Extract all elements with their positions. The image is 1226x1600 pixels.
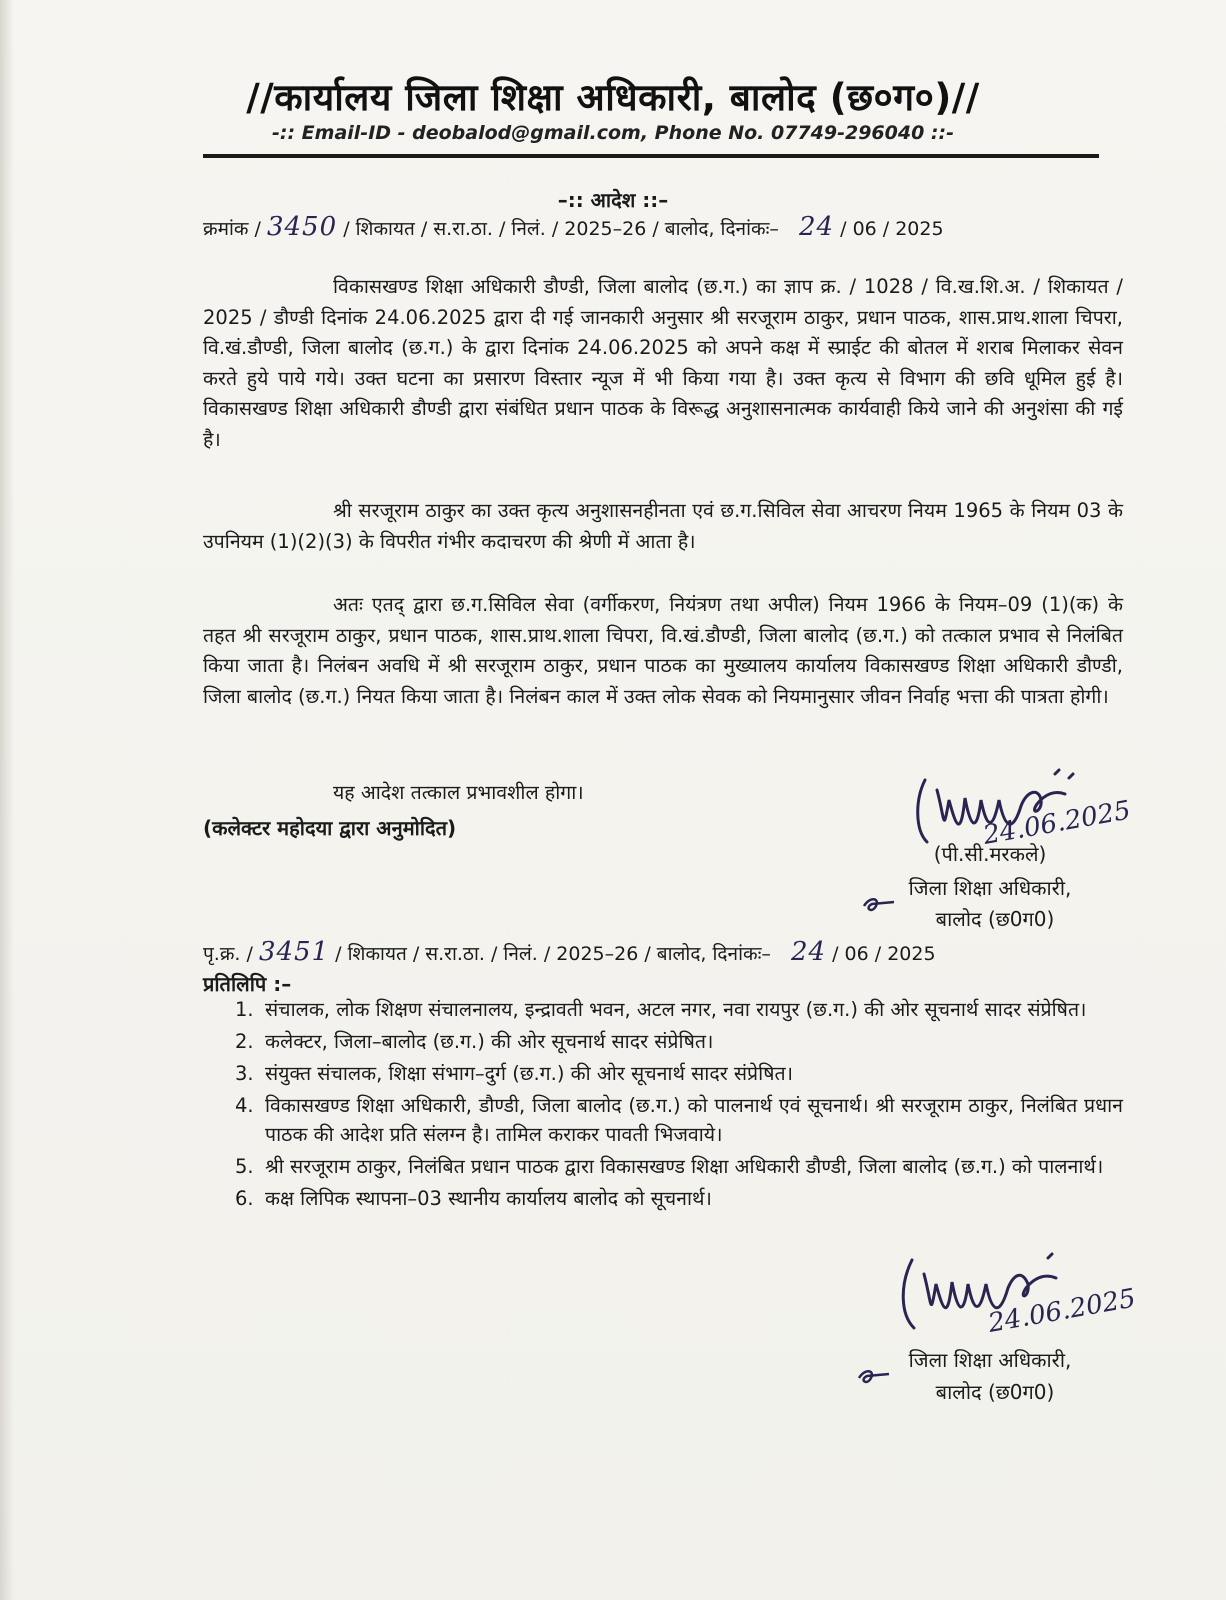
- office-contact: -:: Email-ID - deobalod@gmail.com, Phone No. 07749-296040 ::-: [271, 122, 955, 144]
- endorsement-ref-number: 3451: [258, 937, 330, 967]
- order-ref-number: 3450: [266, 212, 338, 242]
- list-item: 4. विकासखण्ड शिक्षा अधिकारी, डौण्डी, जिला बालोद (छ.ग.) को पालनार्थ एवं सूचनार्थ। श्री सरजूराम ठाकुर, निलंबित प्रधान पाठक की आदेश प्रति संलग्न है। तामिल कराकर पावती भिजवाये।: [235, 1094, 1123, 1146]
- signature-2: [890, 1240, 1170, 1350]
- endorsement-signer-place: बालोद (छ0ग0): [935, 1380, 1055, 1404]
- endorsement-signer-title: जिला शिक्षा अधिकारी,: [908, 1348, 1072, 1372]
- initial-flourish-2: [855, 1364, 895, 1388]
- order-ref-suffix: / शिकायत / स.रा.ठा. / निलं. / 2025–26 / बालोद, दिनांकः–: [343, 218, 779, 240]
- list-item: 2. कलेक्टर, जिला–बालोद (छ.ग.) की ओर सूचनार्थ सादर संप्रेषित।: [235, 1030, 714, 1053]
- list-item: 5. श्री सरजूराम ठाकुर, निलंबित प्रधान पाठक द्वारा विकासखण्ड शिक्षा अधिकारी डौण्डी, जिला बालोद (छ.ग.) को पालनार्थ।: [235, 1155, 1104, 1178]
- initial-flourish-1: [860, 892, 900, 916]
- signer-place: बालोद (छ0ग0): [935, 907, 1055, 931]
- order-paragraph-2: श्री सरजूराम ठाकुर का उक्त कृत्य अनुशासनहीनता एवं छ.ग.सिविल सेवा आचरण नियम 1965 के नियम 03 के उपनियम (1)(2)(3) के विपरीत गंभीर कदाचरण की श्रेणी में आता है।: [203, 499, 1123, 553]
- order-reference-line: [203, 212, 1133, 242]
- order-paragraph-3: अतः एतद् द्वारा छ.ग.सिविल सेवा (वर्गीकरण, नियंत्रण तथा अपील) नियम 1966 के नियम–09 (1)(क) के तहत श्री सरजूराम ठाकुर, प्रधान पाठक, शास.प्राथ.शाला चिपरा, वि.खं.डौण्डी, जिला बालोद (छ.ग.) को तत्काल प्रभाव से निलंबित किया जाता है। निलंबन अवधि में श्री सरजूराम ठाकुर, प्रधान पाठक का मुख्यालय कार्यालय विकासखण्ड शिक्षा अधिकारी डौण्डी, जिला बालोद (छ.ग.) नियत किया जाता है। निलंबन काल में उक्त लोक सेवक को नियमानुसार जीवन निर्वाह भत्ता की पात्रता होगी।: [203, 593, 1123, 708]
- approval-note: (कलेक्टर महोदया द्वारा अनुमोदित): [203, 816, 457, 840]
- copy-to-heading: प्रतिलिपि :–: [203, 972, 292, 996]
- endorsement-ref-suffix: / शिकायत / स.रा.ठा. / निलं. / 2025–26 / बालोद, दिनांकः–: [335, 943, 771, 965]
- endorsement-ref-day: 24: [790, 937, 827, 967]
- copy-to-list: [235, 995, 1123, 1216]
- order-ref-day: 24: [798, 212, 835, 242]
- list-item: 1. संचालक, लोक शिक्षण संचालनालय, इन्द्रावती भवन, अटल नगर, नवा रायपुर (छ.ग.) की ओर सूचनार्थ सादर संप्रेषित।: [235, 998, 1087, 1021]
- endorsement-ref-prefix: पृ.क्र. /: [203, 943, 253, 965]
- signature-2-date: 24.06.2025: [986, 1283, 1138, 1339]
- signer-title: जिला शिक्षा अधिकारी,: [908, 876, 1072, 900]
- signature-1-date: 24.06.2025: [981, 795, 1133, 851]
- order-paragraph-1: विकासखण्ड शिक्षा अधिकारी डौण्डी, जिला बालोद (छ.ग.) का ज्ञाप क्र. / 1028 / वि.ख.शि.अ. / शिकायत / 2025 / डौण्डी दिनांक 24.06.2025 द्वारा दी गई जानकारी अनुसार श्री सरजूराम ठाकुर, प्रधान पाठक, शास.प्राथ.शाला चिपरा, वि.खं.डौण्डी, जिला बालोद (छ.ग.) के द्वारा दिनांक 24.06.2025 को अपने कक्ष में स्प्राईट की बोतल में शराब मिलाकर सेवन करते हुये पाये गये। उक्त घटना का प्रसारण विस्तार न्यूज में भी किया गया है। उक्त कृत्य से विभाग की छवि धूमिल हुई है। विकासखण्ड शिक्षा अधिकारी डौण्डी द्वारा संबंधित प्रधान पाठक के विरूद्ध अनुशासनात्मक कार्यवाही किये जाने की अनुशंसा की गई है।: [203, 275, 1123, 451]
- endorsement-reference-line: [203, 937, 1133, 967]
- header-divider: [203, 154, 1099, 158]
- signer-name: (पी.सी.मरकले): [933, 842, 1047, 866]
- order-ref-date-tail: / 06 / 2025: [840, 218, 944, 240]
- page-edge-shadow: [0, 0, 14, 1600]
- order-heading: –:: आदेश ::–: [557, 188, 669, 212]
- order-paragraph-4: यह आदेश तत्काल प्रभावशील होगा।: [333, 781, 584, 804]
- list-item: 6. कक्ष लिपिक स्थापना–03 स्थानीय कार्यालय बालोद को सूचनार्थ।: [235, 1187, 712, 1210]
- office-title: //कार्यालय जिला शिक्षा अधिकारी, बालोद (छ०ग०)//: [246, 76, 980, 119]
- endorsement-ref-date-tail: / 06 / 2025: [832, 943, 936, 965]
- list-item: 3. संयुक्त संचालक, शिक्षा संभाग–दुर्ग (छ.ग.) की ओर सूचनार्थ सादर संप्रेषित।: [235, 1062, 793, 1085]
- order-ref-prefix: क्रमांक /: [203, 218, 261, 240]
